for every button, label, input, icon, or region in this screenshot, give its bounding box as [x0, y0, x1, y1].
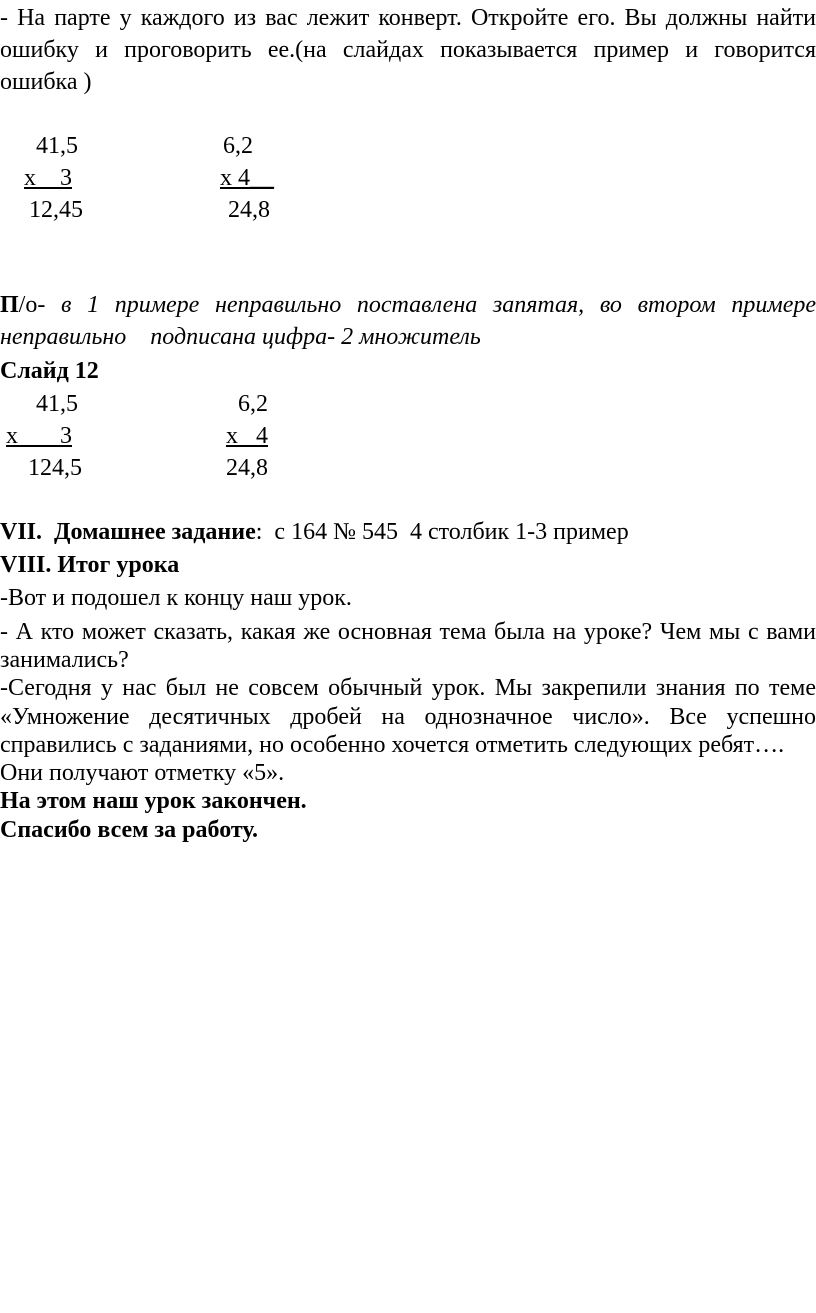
example1-right-b: х 4__	[220, 165, 274, 191]
homework-heading: VII. Домашнее задание	[0, 519, 256, 545]
example2-left-b: х 3	[6, 423, 72, 449]
answer-line-1	[0, 289, 816, 321]
intro-line-3: ошибка )	[0, 69, 92, 95]
example2-right-a: 6,2	[238, 391, 268, 417]
summary-p2-line-1: - А кто может сказать, какая же основная тема была на уроке? Чем мы с вами	[0, 619, 816, 645]
example1-left-a: 41,5	[36, 133, 78, 159]
answer-line-2: неправильно подписана цифра- 2 множитель	[0, 324, 481, 350]
answer-line1-text: в 1 примере неправильно поставлена запятая, во втором примере	[61, 292, 816, 318]
summary-heading: VIII. Итог урока	[0, 552, 180, 578]
example1-right-result: 24,8	[228, 197, 270, 223]
example2-left-a: 41,5	[36, 391, 78, 417]
homework-text: с 164 № 545 4 столбик 1-3 пример	[262, 519, 629, 545]
closing-line-2: Спасибо всем за работу.	[0, 817, 258, 843]
homework-colon: :	[255, 519, 263, 545]
example2-left-result: 124,5	[28, 455, 82, 481]
answer-prefix-bold: П	[0, 292, 19, 318]
intro-line-2: ошибку и проговорить ее.(на слайдах показывается пример и говорится	[0, 37, 816, 63]
example1-right-a: 6,2	[223, 133, 253, 159]
summary-p3-line-3: справились с заданиями, но особенно хочется отметить следующих ребят….	[0, 732, 785, 758]
answer-prefix-rest: /о-	[18, 292, 46, 318]
intro-line-1: - На парте у каждого из вас лежит конверт. Откройте его. Вы должны найти	[0, 5, 816, 31]
summary-p3-line-1: -Сегодня у нас был не совсем обычный урок. Мы закрепили знания по теме	[0, 675, 816, 701]
summary-p2-line-2: занимались?	[0, 647, 129, 673]
slide-title: Слайд 12	[0, 358, 99, 384]
summary-p3-line-2: «Умножение десятичных дробей на однозначное число». Все успешно	[0, 704, 816, 730]
example2-right-result: 24,8	[226, 455, 268, 481]
example2-right-b: х 4	[226, 423, 268, 449]
summary-p3-line-4: Они получают отметку «5».	[0, 760, 285, 786]
closing-line-1: На этом наш урок закончен.	[0, 788, 307, 814]
example1-left-result: 12,45	[29, 197, 83, 223]
homework-line	[0, 517, 629, 547]
summary-p1: -Вот и подошел к концу наш урок.	[0, 585, 352, 611]
example1-left-b: х 3	[24, 165, 72, 191]
